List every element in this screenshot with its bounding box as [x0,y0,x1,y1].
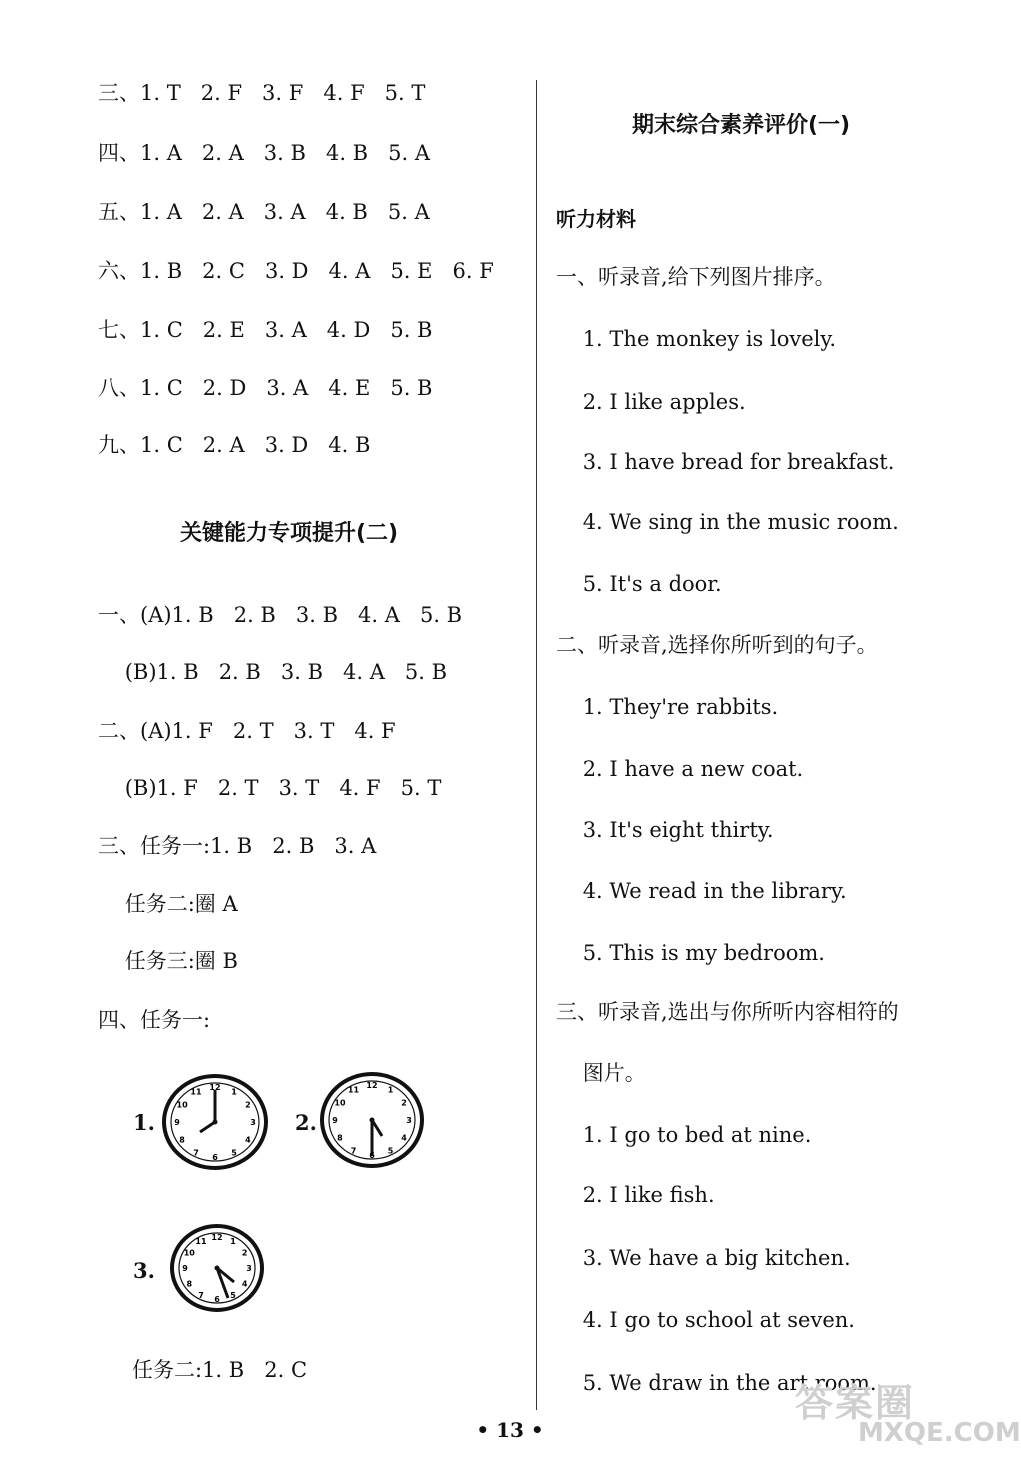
right-line-4: 4. We sing in the music room. [556,510,899,534]
answer-line-qi: 七、1. C 2. E 3. A 4. D 5. B [98,318,433,342]
clock-1 [160,1072,270,1172]
clock-numeral: 10 [176,1100,188,1110]
clock-numeral: 9 [332,1116,338,1125]
clock-numeral: 4 [401,1133,407,1143]
clock-numeral: 4 [245,1135,251,1145]
clock-numeral: 5 [387,1146,394,1156]
clock-numeral: 4 [241,1279,248,1289]
right-line-14: 1. I go to bed at nine. [556,1123,812,1147]
right-line-16: 3. We have a big kitchen. [556,1246,851,1270]
section-title-left: 关键能力专项提升(二) [180,521,399,546]
right-line-7: 1. They're rabbits. [556,695,779,719]
clock-numeral: 3 [250,1118,256,1127]
right-line-11: 5. This is my bedroom. [556,941,825,965]
answer-line-b5: 三、任务一:1. B 2. B 3. A [98,834,377,858]
clock-numeral: 12 [211,1233,223,1242]
clock-numeral: 1 [230,1237,236,1247]
clock-numeral: 11 [347,1085,360,1095]
clock-numeral: 8 [186,1279,193,1289]
section-title-right: 期末综合素养评价(一) [632,113,851,138]
clock-numeral: 10 [334,1098,346,1108]
clock-3-label: 3. [133,1258,155,1283]
answer-line-wu: 五、1. A 2. A 3. A 4. B 5. A [98,200,430,224]
clock-numeral: 9 [182,1264,188,1273]
clock-numeral: 11 [190,1087,202,1097]
answer-line-liu: 六、1. B 2. C 3. D 4. A 5. E 6. F [98,259,494,283]
clock-1-label: 1. [133,1110,155,1135]
clock-3 [168,1222,266,1314]
answer-line-b1: 一、(A)1. B 2. B 3. B 4. A 5. B [98,603,463,627]
answer-line-ba: 八、1. C 2. D 3. A 4. E 5. B [98,376,433,400]
answer-line-si: 四、1. A 2. A 3. B 4. B 5. A [98,141,431,165]
answer-line-b6: 任务二:圈 A [98,892,238,916]
clock-numeral: 8 [337,1133,343,1143]
right-line-0: 一、听录音,给下列图片排序。 [556,265,836,289]
right-line-13: 图片。 [556,1061,646,1085]
clock-numeral: 7 [198,1290,204,1300]
watermark-url: MXQE.COM [858,1418,1021,1448]
clock-numeral: 5 [231,1148,237,1158]
watermark-logo: 答案圈 [795,1381,916,1425]
clock-numeral: 6 [369,1151,375,1160]
right-line-10: 4. We read in the library. [556,879,847,903]
clock-numeral: 7 [193,1148,199,1158]
task2-answer: 任务二:1. B 2. C [132,1358,308,1382]
clock-numeral: 6 [214,1295,220,1304]
answer-line-b7: 任务三:圈 B [98,949,238,973]
answer-line-b4: (B)1. F 2. T 3. T 4. F 5. T [98,776,442,800]
answer-line-san: 三、1. T 2. F 3. F 4. F 5. T [98,81,426,105]
clock-numeral: 8 [179,1135,185,1145]
answer-line-b8: 四、任务一: [98,1008,211,1032]
clock-numeral: 9 [174,1118,180,1127]
clock-2-label: 2. [295,1110,317,1135]
right-line-17: 4. I go to school at seven. [556,1308,855,1332]
clock-numeral: 2 [241,1248,248,1258]
clock-numeral: 1 [387,1085,394,1095]
listening-material-heading: 听力材料 [556,207,636,231]
answer-line-jiu: 九、1. C 2. A 3. D 4. B [98,433,371,457]
clock-numeral: 1 [231,1087,237,1097]
clock-numeral: 3 [246,1264,252,1273]
clock-numeral: 3 [406,1116,412,1125]
right-line-5: 5. It's a door. [556,572,722,596]
right-line-6: 二、听录音,选择你所听到的句子。 [556,633,878,657]
right-line-3: 3. I have bread for breakfast. [556,450,895,474]
right-line-1: 1. The monkey is lovely. [556,327,837,351]
clock-numeral: 2 [401,1098,407,1108]
clock-numeral: 7 [350,1146,357,1156]
right-line-12: 三、听录音,选出与你所听内容相符的 [556,1000,899,1024]
answer-line-b2: (B)1. B 2. B 3. B 4. A 5. B [98,660,448,684]
column-divider [536,80,537,1410]
right-line-15: 2. I like fish. [556,1183,715,1207]
answer-line-b3: 二、(A)1. F 2. T 3. T 4. F [98,719,396,743]
clock-numeral: 12 [366,1081,378,1090]
clock-numeral: 12 [209,1083,221,1092]
clock-numeral: 11 [195,1237,207,1247]
right-line-8: 2. I have a new coat. [556,757,804,781]
page-number: • 13 • [476,1418,544,1442]
clock-numeral: 6 [212,1153,218,1162]
clock-numeral: 10 [183,1248,195,1258]
right-line-9: 3. It's eight thirty. [556,818,774,842]
right-line-18: 5. We draw in the art room. [556,1371,877,1395]
right-line-2: 2. I like apples. [556,390,746,414]
clock-numeral: 2 [245,1100,251,1110]
clock-numeral: 5 [230,1290,236,1300]
clock-2 [318,1070,426,1170]
